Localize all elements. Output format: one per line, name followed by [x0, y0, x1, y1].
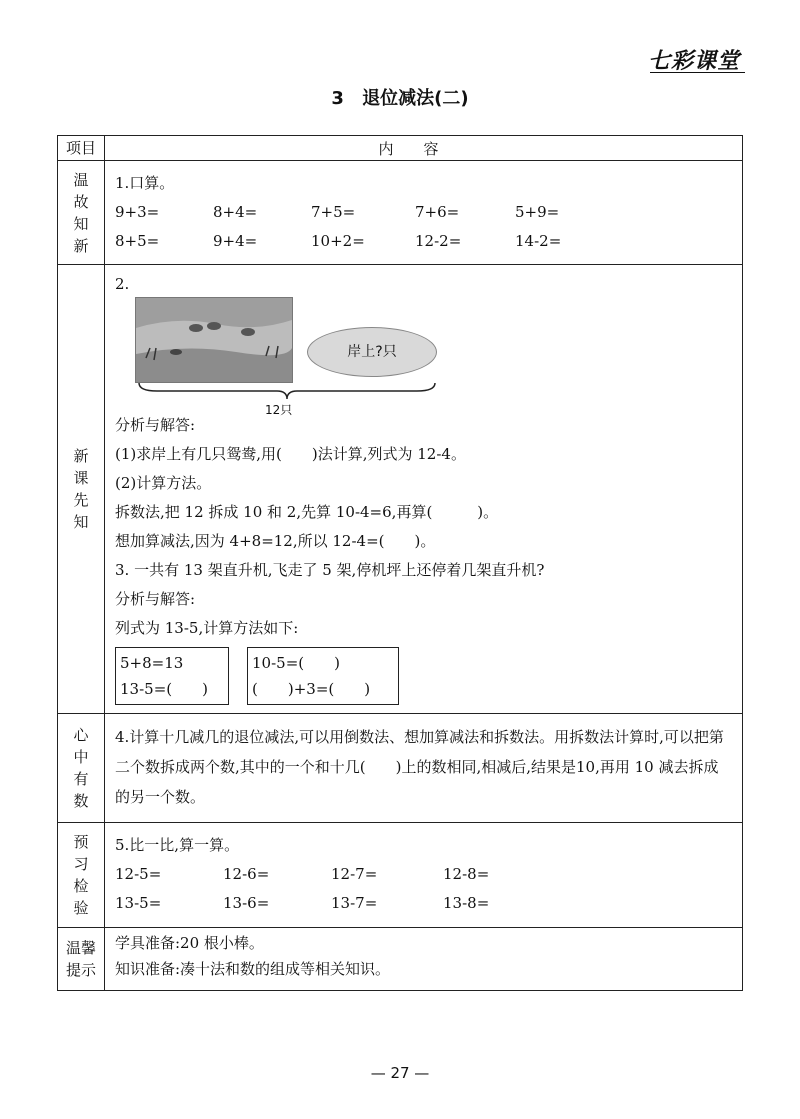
row-preview	[58, 265, 743, 714]
equation: 12-6=	[223, 865, 270, 883]
equation: 12-2=	[415, 232, 462, 250]
preview-content	[105, 265, 743, 714]
equation: 13-5=	[115, 894, 162, 912]
duck-figure	[115, 297, 732, 417]
tips-label	[58, 928, 105, 991]
preview-q2: 2.	[115, 275, 130, 293]
table-header	[58, 136, 743, 161]
page-number: — 27 —	[370, 1064, 430, 1082]
preview-label: 新课先知	[58, 265, 105, 714]
review-row-2	[115, 227, 732, 256]
page-title	[0, 84, 800, 110]
analysis-heading-2: 分析与解答:	[115, 590, 196, 608]
check-question: 5.比一比,算一算。	[115, 836, 240, 854]
pond-illustration	[135, 297, 293, 383]
check-content	[105, 823, 743, 928]
row-review	[58, 161, 743, 265]
equation: 7+6=	[415, 203, 460, 221]
equation: 7+5=	[311, 203, 356, 221]
review-row-1	[115, 198, 732, 227]
formula-line: 列式为 13-5,计算方法如下:	[115, 619, 299, 637]
equation: 14-2=	[515, 232, 562, 250]
shore-bubble: 岸上?只	[307, 327, 437, 377]
row-tips	[58, 928, 743, 991]
box-line: ( )+3=( )	[252, 680, 371, 698]
question-3: 3. 一共有 13 架直升机,飞走了 5 架,停机坪上还停着几架直升机?	[115, 561, 545, 579]
row-check	[58, 823, 743, 928]
summary-label: 心中有数	[58, 714, 105, 823]
box-line: 10-5=( )	[252, 654, 340, 672]
tips-line-1: 学具准备:20 根小棒。	[115, 934, 264, 952]
equation: 12-8=	[443, 865, 490, 883]
box-line: 5+8=13	[120, 654, 184, 672]
equation: 9+4=	[213, 232, 258, 250]
summary-content	[105, 714, 743, 823]
method-addition: 想加算减法,因为 4+8=12,所以 12-4=( )。	[115, 532, 436, 550]
review-question: 1.口算。	[115, 174, 175, 192]
method-box-1	[115, 647, 229, 705]
equation: 13-7=	[331, 894, 378, 912]
equation: 13-6=	[223, 894, 270, 912]
equation: 9+3=	[115, 203, 160, 221]
method-boxes	[115, 647, 732, 705]
equation: 12-5=	[115, 865, 162, 883]
brace-icon	[137, 381, 437, 401]
tips-line-2: 知识准备:凑十法和数的组成等相关知识。	[115, 960, 391, 978]
tips-content	[105, 928, 743, 991]
lesson-number: 3	[331, 88, 344, 109]
lesson-table	[57, 135, 743, 991]
method-box-2	[247, 647, 399, 705]
equation: 5+9=	[515, 203, 560, 221]
review-label: 温故知新	[58, 161, 105, 265]
analysis-heading: 分析与解答:	[115, 416, 196, 434]
step-1: (1)求岸上有几只鸳鸯,用( )法计算,列式为 12-4。	[115, 445, 466, 463]
equation: 13-8=	[443, 894, 490, 912]
check-row-2	[115, 889, 732, 918]
header-item: 项目	[58, 136, 105, 161]
equation: 8+4=	[213, 203, 258, 221]
box-line: 13-5=( )	[120, 680, 208, 698]
header-content: 内容	[105, 136, 743, 161]
equation: 12-7=	[331, 865, 378, 883]
row-summary	[58, 714, 743, 823]
check-label: 预习检验	[58, 823, 105, 928]
brand-logo: 七彩课堂	[647, 49, 740, 74]
tips-label-line: 温馨	[65, 939, 96, 957]
review-content	[105, 161, 743, 265]
check-row-1	[115, 860, 732, 889]
step-2: (2)计算方法。	[115, 474, 212, 492]
total-label: 12只	[265, 403, 293, 417]
equation: 10+2=	[311, 232, 365, 250]
equation: 8+5=	[115, 232, 160, 250]
brand-underline	[650, 72, 745, 73]
lesson-title: 退位减法(二)	[362, 88, 469, 109]
summary-text: 4.计算十几减几的退位减法,可以用倒数法、想加算减法和拆数法。用拆数法计算时,可以把第二个数拆成两个数,其中的一个和十几( )上的数相同,相减后,结果是10,再用 10 减去拆成的另一个数。	[115, 728, 724, 806]
method-split: 拆数法,把 12 拆成 10 和 2,先算 10-4=6,再算( )。	[115, 503, 499, 521]
tips-label-line: 提示	[65, 961, 96, 979]
